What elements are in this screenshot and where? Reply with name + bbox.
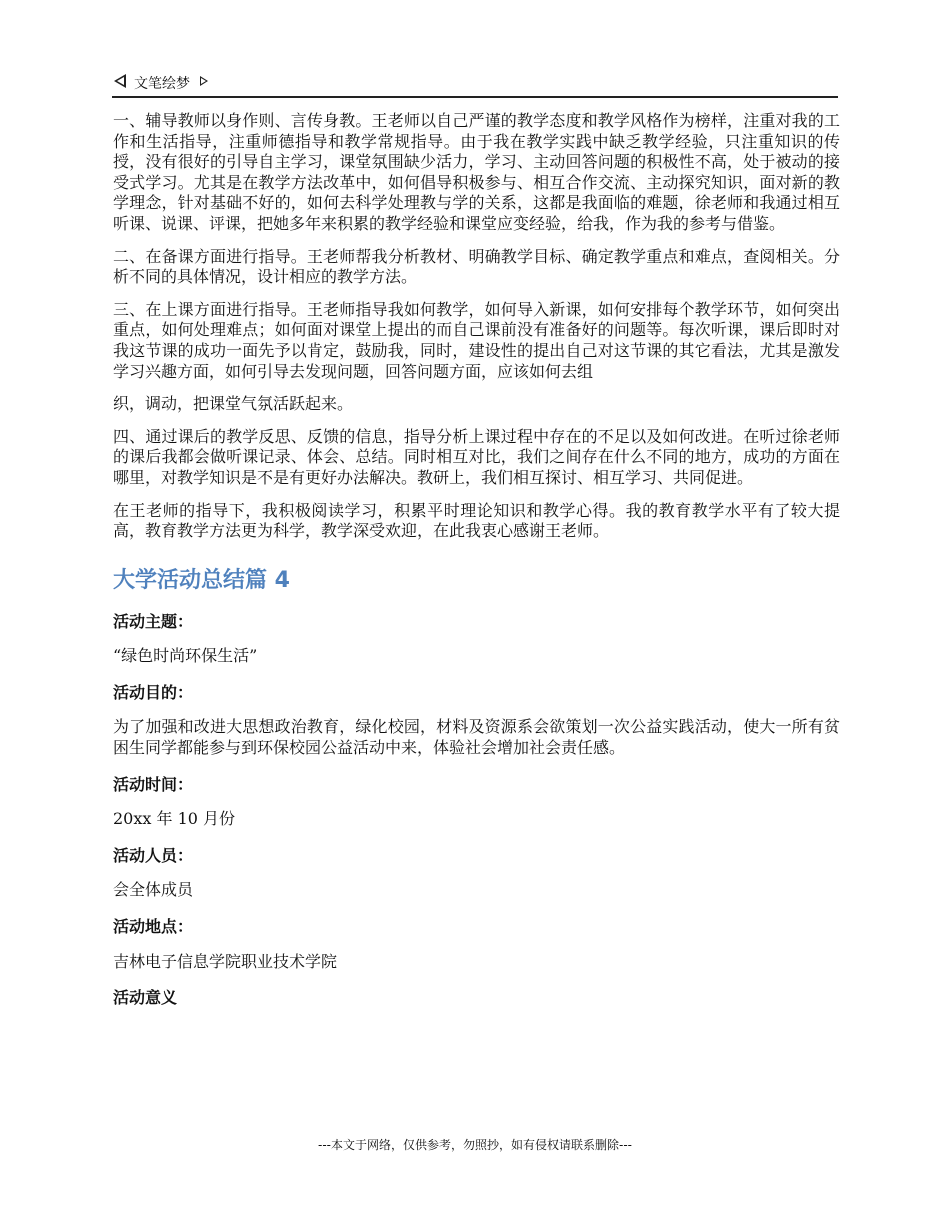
activity-theme-label: 活动主题： <box>113 611 194 631</box>
paragraph-5: 四、通过课后的教学反思、反馈的信息，指导分析上课过程中存在的不足以及如何改进。在听过徐老师的课后我都会做听课记录、体会、总结。同时相互对比，我们之间存在什么不同的地方，成功的方面在哪里，对教学知识是不是有更好办法解决。教研上，我们相互探讨、相互学习、共同促进。 <box>113 426 840 487</box>
activity-location-value: 吉林电子信息学院职业技术学院 <box>113 951 338 971</box>
paragraph-2: 二、在备课方面进行指导。王老师帮我分析教材、明确教学目标、确定教学重点和难点，查阅相关。分析不同的具体情况，设计相应的教学方法。 <box>113 246 840 287</box>
document-body <box>113 111 840 1023</box>
activity-people-label: 活动人员： <box>113 845 194 865</box>
page-header <box>112 70 838 98</box>
activity-location-label: 活动地点： <box>113 917 194 937</box>
page-footer: ---本文于网络，仅供参考，勿照抄，如有侵权请联系删除--- <box>318 1138 632 1152</box>
activity-purpose-label: 活动目的： <box>113 682 194 702</box>
triangle-left-icon <box>114 74 126 88</box>
triangle-right-icon <box>200 76 208 86</box>
section-heading: 大学活动总结篇 4 <box>113 567 290 593</box>
activity-time-value: 20xx 年 10 月份 <box>113 809 236 829</box>
paragraph-3: 三、在上课方面进行指导。王老师指导我如何教学，如何导入新课，如何安排每个教学环节，如何突出重点，如何处理难点；如何面对课堂上提出的而自己课前没有准备好的问题等。每次听课，课后即时对我这节课的成功一面先予以肯定，鼓励我，同时，建设性的提出自己对这节课的其它看法，尤其是激发学习兴趣方面，如何引导去发现问题，回答问题方面，应该如何去组 <box>113 299 840 381</box>
activity-time-label: 活动时间： <box>113 774 194 794</box>
paragraph-1: 一、辅导教师以身作则、言传身教。王老师以自己严谨的教学态度和教学风格作为榜样，注重对我的工作和生活指导，注重师德指导和教学常规指导。由于我在教学实践中缺乏教学经验，只注重知识的传授，没有很好的引导自主学习，课堂氛围缺少活力，学习、主动回答问题的积极性不高，处于被动的接受式学习。尤其是在教学方法改革中，如何倡导积极参与、相互合作交流、主动探究知识，面对新的教学理念，针对基础不好的，如何去科学处理教与学的关系，这都是我面临的难题，徐老师和我通过相互听课、说课、评课，把她多年来积累的教学经验和课堂应变经验，给我，作为我的参考与借鉴。 <box>113 111 840 233</box>
activity-people-value: 会全体成员 <box>113 880 194 900</box>
paragraph-6: 在王老师的指导下，我积极阅读学习，积累平时理论知识和教学心得。我的教育教学水平有了较大提高，教育教学方法更为科学，教学深受欢迎，在此我衷心感谢王老师。 <box>113 500 840 541</box>
activity-purpose-value: 为了加强和改进大思想政治教育，绿化校园，材料及资源系会欲策划一次公益实践活动，使大一所有贫困生同学都能参与到环保校园公益活动中来，体验社会增加社会责任感。 <box>113 717 840 758</box>
header-brand: 文笔绘梦 <box>134 76 190 92</box>
activity-significance-label: 活动意义 <box>113 988 178 1008</box>
paragraph-4: 织，调动，把课堂气氛活跃起来。 <box>113 394 354 414</box>
activity-theme-value: “绿色时尚环保生活” <box>113 646 258 666</box>
